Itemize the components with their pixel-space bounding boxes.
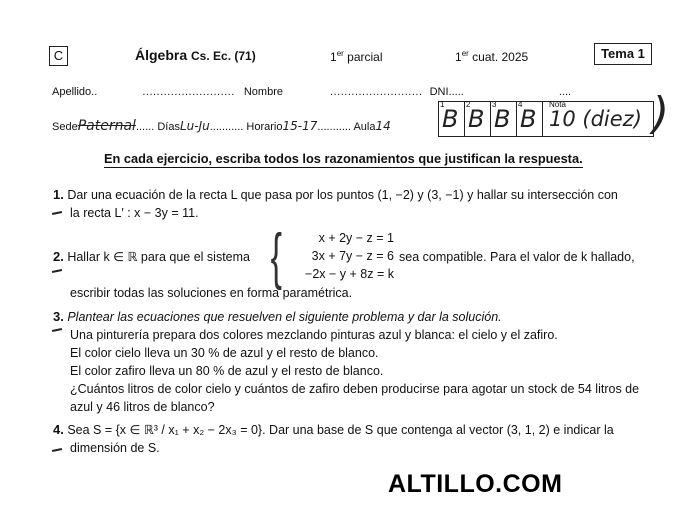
nota-value: 10 (diez) — [549, 107, 642, 131]
version-letter: C — [53, 48, 64, 63]
dni-label: DNI..... — [429, 86, 464, 98]
dias-dots: ........... — [209, 121, 244, 133]
dias-value[interactable]: Lu-Ju — [179, 119, 210, 133]
question-2-post-text: sea compatible. Para el valor de k hallado, — [399, 250, 635, 264]
dni-field[interactable]: .... — [558, 86, 572, 98]
instruction — [104, 151, 583, 168]
question-4-num: 4. — [53, 422, 64, 437]
grade-value: B — [520, 105, 537, 133]
grade-value: B — [468, 105, 485, 133]
watermark-text: ALTILLO.COM — [388, 470, 563, 498]
question-2-num: 2. — [53, 249, 64, 264]
grade-cell-1 — [438, 101, 465, 137]
dias-label: Días — [157, 121, 180, 133]
equation-1: x + 2y − z = 1 — [318, 231, 394, 245]
question-2-pre-text: Hallar k ∈ ℝ para que el sistema — [67, 250, 250, 264]
horario-value[interactable]: 15-17 — [282, 119, 318, 133]
mark-dash — [52, 269, 62, 273]
exam-ordinal: 1 — [330, 50, 337, 64]
version-box — [49, 46, 68, 66]
grade-num: 1 — [440, 100, 445, 109]
question-1-line-1: Dar una ecuación de la recta L que pasa por los puntos (1, −2) y (3, −1) y hallar su intersección con — [67, 188, 618, 202]
apellido-field[interactable]: .......................... — [142, 86, 235, 98]
watermark — [388, 470, 562, 499]
sede-row — [52, 118, 391, 134]
system-equations — [282, 229, 394, 283]
term-ordinal-sup: er — [461, 49, 469, 58]
exam-type-label: parcial — [347, 50, 383, 64]
question-1-num: 1. — [53, 187, 64, 202]
tema-label: Tema 1 — [601, 46, 645, 61]
horario-label: Horario — [246, 121, 283, 133]
grade-value: B — [494, 105, 511, 133]
question-4 — [53, 421, 614, 457]
term — [455, 49, 528, 64]
nota-label: Nota — [549, 100, 566, 109]
sede-label: Sede — [52, 121, 78, 133]
grade-cell-4 — [516, 101, 543, 137]
question-4-line-2: dimensión de S. — [70, 441, 160, 455]
aula-value[interactable]: 14 — [375, 119, 391, 133]
exam-type — [330, 49, 383, 64]
question-4-line-1: Sea S = {x ∈ ℝ³ / x₁ + x₂ − 2x₃ = 0}. Dar una base de S que contenga al vector (3, 1, 2) e indicar la — [67, 423, 614, 437]
nombre-label: Nombre — [243, 86, 283, 98]
question-3-line-4: El color zafiro lleva un 80 % de azul y el resto de blanco. — [70, 364, 384, 378]
question-2-pre — [53, 248, 250, 266]
question-3-line-5: ¿Cuántos litros de color cielo y cuántos de zafiro deben producirse para agotar un stock de 54 litros de — [70, 382, 640, 396]
course-detail: Cs. Ec. (71) — [191, 49, 256, 63]
equation-2: 3x + 7y − z = 6 — [311, 249, 394, 263]
nota-cell — [542, 101, 654, 137]
question-3 — [53, 308, 639, 416]
sede-value[interactable]: Paternal — [77, 118, 136, 134]
term-label: cuat. 2025 — [472, 50, 529, 64]
instruction-text: En cada ejercicio, escriba todos los razonamientos que justifican la respuesta. — [104, 151, 583, 166]
aula-label: Aula — [353, 121, 376, 133]
exam-ordinal-sup: er — [336, 49, 344, 58]
course-name: Álgebra — [135, 47, 188, 63]
tema-box — [594, 43, 652, 65]
apellido-label: Apellido.. — [52, 86, 98, 98]
apellido-row — [52, 86, 571, 98]
grade-cell-3 — [490, 101, 517, 137]
term-ordinal: 1 — [455, 50, 462, 64]
grade-cell-2 — [464, 101, 491, 137]
sede-dots: ...... — [135, 121, 155, 133]
equation-3: −2x − y + 8z = k — [305, 267, 394, 281]
system-brace: { — [270, 222, 283, 291]
question-3-line-1: Plantear las ecuaciones que resuelven el siguiente problema y dar la solución. — [67, 310, 502, 324]
nombre-field[interactable]: .......................... — [330, 86, 423, 98]
question-3-line-2: Una pinturería prepara dos colores mezclando pinturas azul y blanca: el cielo y el zafiro. — [70, 328, 558, 342]
question-3-num: 3. — [53, 309, 64, 324]
horario-dots: ........... — [317, 121, 351, 133]
course-title — [135, 47, 256, 63]
question-2-post — [399, 248, 635, 266]
question-2-line-2-text: escribir todas las soluciones en forma paramétrica. — [70, 286, 353, 300]
grade-value: B — [442, 105, 459, 133]
grade-num: 2 — [466, 100, 471, 109]
grade-num: 4 — [518, 100, 523, 109]
question-1-line-2: la recta L′ : x − 3y = 11. — [70, 206, 199, 220]
question-3-line-6: azul y 46 litros de blanco? — [70, 400, 215, 414]
question-3-line-3: El color cielo lleva un 30 % de azul y el resto de blanco. — [70, 346, 379, 360]
question-1 — [53, 186, 618, 222]
question-2-line-2 — [70, 284, 352, 302]
nota-paren: ) — [652, 88, 670, 139]
grade-num: 3 — [492, 100, 497, 109]
